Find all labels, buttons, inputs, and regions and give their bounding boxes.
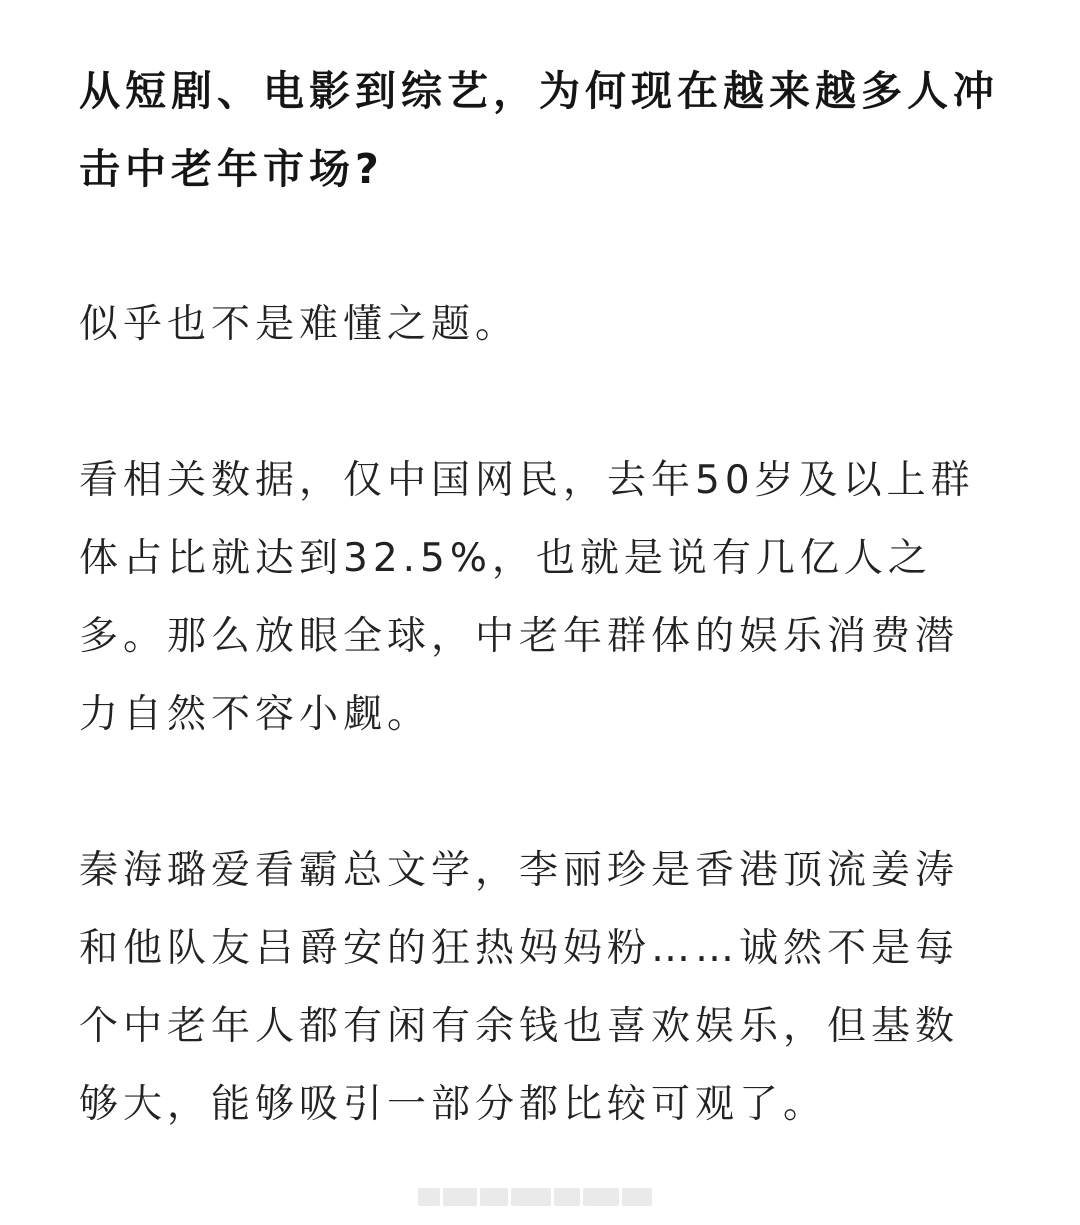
paragraph-3: 秦海璐爱看霸总文学，李丽珍是香港顶流姜涛和他队友吕爵安的狂热妈妈粉……诚然不是每个中老年人都有闲有余钱也喜欢娱乐，但基数够大，能够吸引一部分都比较可观了。	[79, 848, 960, 1127]
paragraph-2: 看相关数据，仅中国网民，去年50岁及以上群体占比就达到32.5%，也就是说有几亿人之多。那么放眼全球，中老年群体的娱乐消费潜力自然不容小觑。	[79, 458, 975, 737]
paragraph-1: 似乎也不是难懂之题。	[79, 302, 520, 347]
watermark-logo	[418, 1188, 662, 1206]
paragraph-spacer	[79, 208, 1001, 286]
article-title: 从短剧、电影到综艺，为何现在越来越多人冲击中老年市场?	[79, 67, 999, 193]
paragraph-spacer	[79, 364, 1001, 442]
paragraph-spacer	[79, 754, 1001, 832]
article-body	[79, 52, 1001, 1144]
